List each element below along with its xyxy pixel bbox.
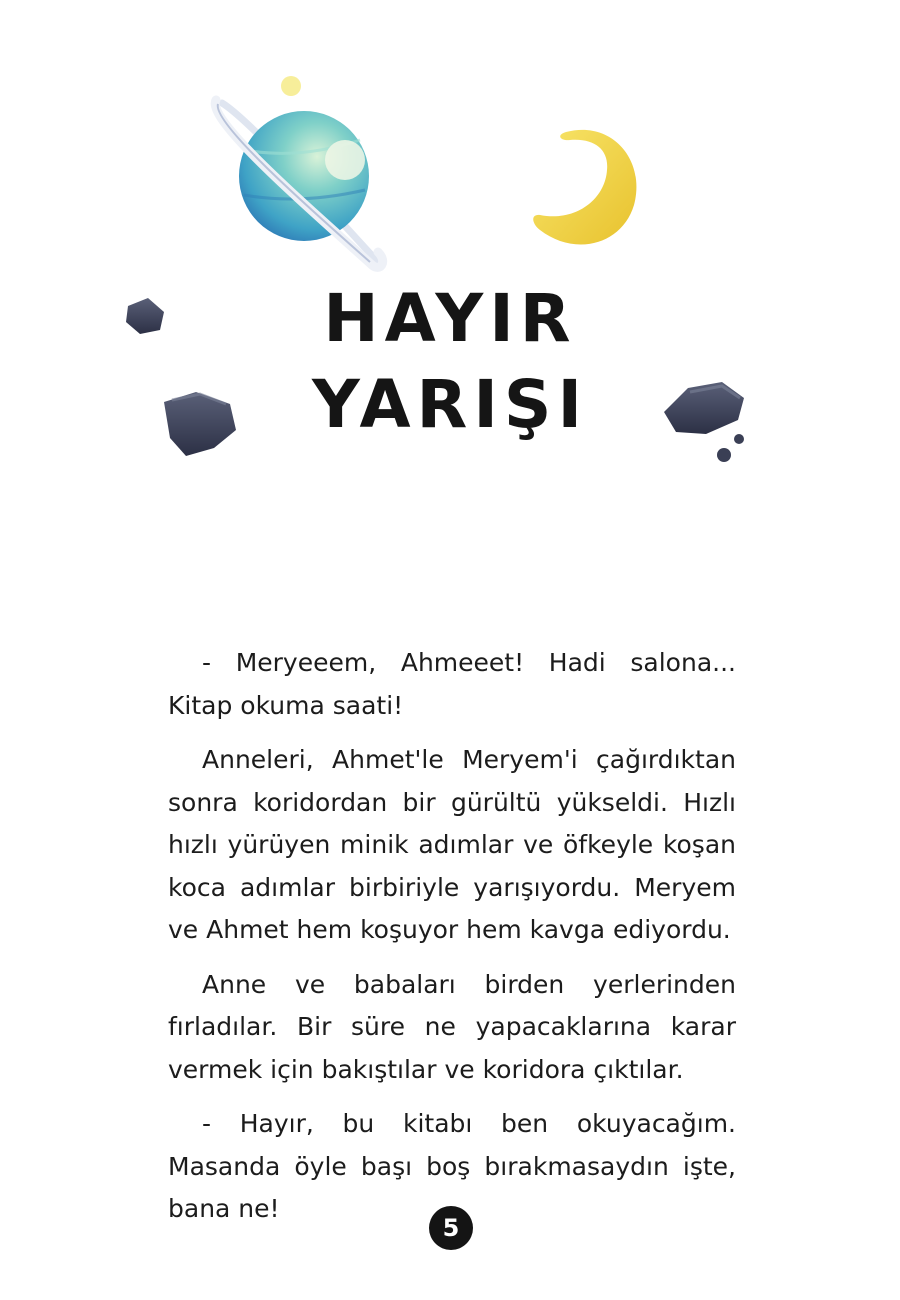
chapter-title <box>0 276 900 448</box>
story-text <box>168 642 736 1243</box>
page-number-badge: 5 <box>429 1206 473 1250</box>
crescent-moon-icon <box>533 130 636 245</box>
planet-icon <box>215 100 383 267</box>
paragraph: Anne ve babaları birden yerlerinden fırladılar. Bir süre ne yapacaklarına karar vermek için bakıştılar ve koridora çıktılar. <box>168 969 736 1084</box>
small-star-dot-icon <box>281 76 301 96</box>
paragraph: - Meryeeem, Ahmeeet! Hadi salona... Kitap okuma saati! <box>168 648 736 720</box>
paragraph: - Hayır, bu kitabı ben okuyacağım. Masanda öyle başı boş bırakmasaydın işte, bana ne! <box>168 1109 736 1223</box>
chapter-title-line-2: YARIŞI <box>311 366 589 443</box>
chapter-title-line-1: HAYIR <box>323 280 577 357</box>
paragraph: Anneleri, Ahmet'le Meryem'i çağırdıktan sonra koridordan bir gürültü yükseldi. Hızlı hızlı yürüyen minik adımlar ve öfkeyle koşan koca adımlar birbiriyle yarışıyordu. Meryem ve Ahmet hem koşuyor hem kavga ediyordu. <box>168 745 736 944</box>
